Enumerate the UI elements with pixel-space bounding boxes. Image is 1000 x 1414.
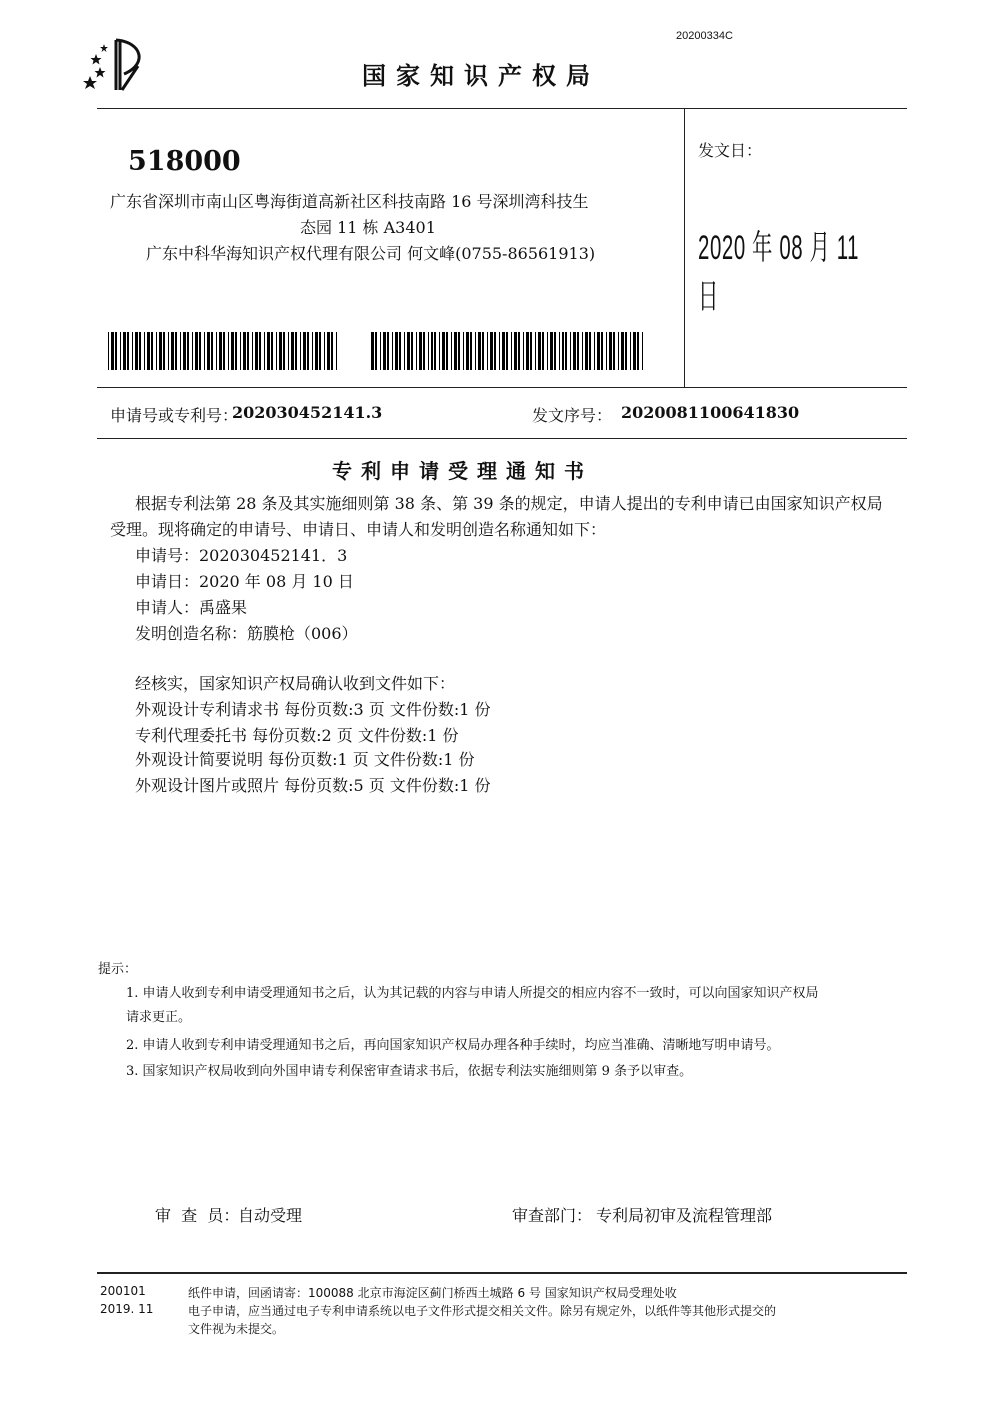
barcode-bar: [451, 332, 452, 370]
barcode-bar: [144, 332, 145, 370]
barcode-bar: [482, 332, 484, 370]
barcode-bar: [518, 332, 520, 370]
barcode-bar: [291, 332, 294, 370]
barcode-bar: [255, 332, 258, 370]
barcode-bar: [327, 332, 330, 370]
barcode-bar: [573, 332, 576, 370]
barcode-bar: [108, 332, 109, 370]
barcode-bar: [423, 332, 425, 370]
office-name: 国家知识产权局: [362, 62, 600, 90]
barcode-bar: [514, 332, 517, 370]
barcode-bar: [630, 332, 631, 370]
barcode-bar: [606, 332, 607, 370]
barcode-bar: [530, 332, 532, 370]
barcode: [108, 332, 340, 370]
department-label: 审查部门：: [512, 1206, 593, 1225]
barcode-bar: [243, 332, 246, 370]
document-item: 外观设计专利请求书 每份页数:3 页 文件份数:1 份: [135, 700, 491, 719]
barcode-bar: [127, 332, 129, 370]
barcode-bar: [207, 332, 210, 370]
barcode-bar: [470, 332, 472, 370]
barcode-bar: [526, 332, 529, 370]
address-line: 态园 11 栋 A3401: [300, 218, 436, 237]
barcode-bar: [139, 332, 141, 370]
notice-title: 专利申请受理通知书: [332, 459, 593, 483]
barcode-bar: [180, 332, 181, 370]
barcode-bar: [585, 332, 588, 370]
footer-text: 文件视为未提交。: [188, 1322, 285, 1336]
barcode-bar: [264, 332, 265, 370]
barcode-bar: [276, 332, 277, 370]
form-version-date: 2019. 11: [100, 1302, 154, 1316]
barcode-bar: [442, 332, 445, 370]
barcode-bar: [383, 332, 386, 370]
document-item: 专利代理委托书 每份页数:2 页 文件份数:1 份: [135, 726, 459, 745]
barcode-bar: [192, 332, 193, 370]
tip-item: 1. 申请人收到专利申请受理通知书之后，认为其记载的内容与申请人所提交的相应内容不一致时，可以向国家知识产权局: [126, 986, 819, 1001]
barcode-bar: [463, 332, 464, 370]
barcode-bar: [428, 332, 429, 370]
barcode-bar: [621, 332, 624, 370]
barcode-bar: [303, 332, 306, 370]
barcode-bar: [439, 332, 440, 370]
barcode-bar: [228, 332, 229, 370]
barcode-bar: [267, 332, 270, 370]
barcode-bar: [478, 332, 481, 370]
barcode-bar: [637, 332, 639, 370]
tip-item: 2. 申请人收到专利申请受理通知书之后，再向国家知识产权局办理各种手续时，均应当准确、清晰地写明申请号。: [126, 1038, 780, 1053]
barcode-bar: [159, 332, 162, 370]
footer-text: 电子申请，应当通过电子专利申请系统以电子文件形式提交相关文件。除另有规定外，以纸件等其他形式提交的: [188, 1304, 777, 1318]
address-line: 广东省深圳市南山区粤海街道高新社区科技南路 16 号深圳湾科技生: [110, 192, 589, 211]
intro-text: 受理。现将确定的申请号、申请日、申请人和发明创造名称通知如下：: [110, 520, 607, 539]
barcode-bar: [633, 332, 636, 370]
barcode-bar: [283, 332, 285, 370]
barcode-bar: [135, 332, 138, 370]
barcode-bar: [247, 332, 249, 370]
invention-name-field: 发明创造名称：筋膜枪（006）: [135, 624, 358, 643]
barcode-bar: [252, 332, 253, 370]
barcode-bar: [499, 332, 500, 370]
barcode-bar: [597, 332, 600, 370]
numbers-divider: [97, 438, 907, 439]
intro-text: 根据专利法第 28 条及其实施细则第 38 条、第 39 条的规定，申请人提出的专利申请已由国家知识产权局: [135, 494, 883, 513]
barcode-bar: [538, 332, 541, 370]
barcode-bar: [416, 332, 417, 370]
barcode-bar: [411, 332, 413, 370]
barcode-bar: [336, 332, 337, 370]
barcode-bar: [307, 332, 309, 370]
barcode-bar: [235, 332, 237, 370]
application-date-field: 申请日：2020 年 08 月 10 日: [135, 572, 354, 591]
barcode-bar: [171, 332, 174, 370]
barcode-bar: [562, 332, 565, 370]
barcode-bar: [151, 332, 153, 370]
issue-date-label: 发文日：: [698, 141, 763, 160]
barcode-bar: [577, 332, 579, 370]
barcode-bar: [419, 332, 422, 370]
barcode-bar: [399, 332, 401, 370]
barcode-bar: [594, 332, 595, 370]
date-column-divider: [684, 108, 685, 388]
barcode-bar: [490, 332, 493, 370]
barcode-bar: [387, 332, 389, 370]
barcode-bar: [147, 332, 150, 370]
barcode-bar: [195, 332, 198, 370]
barcode-bar: [625, 332, 627, 370]
barcode-bar: [589, 332, 591, 370]
barcode-bar: [168, 332, 169, 370]
barcode-bar: [547, 332, 548, 370]
barcode-bar: [570, 332, 571, 370]
barcode-bar: [279, 332, 282, 370]
barcode-bar: [199, 332, 201, 370]
barcode-bar: [223, 332, 225, 370]
serial-number: 2020081100641830: [621, 403, 800, 422]
form-code: 20200334C: [676, 30, 733, 42]
barcode-bar: [231, 332, 234, 370]
application-number-field: 申请号：202030452141．3: [135, 546, 348, 565]
received-intro: 经核实，国家知识产权局确认收到文件如下：: [135, 674, 456, 693]
footer-text: 纸件申请，回函请寄：100088 北京市海淀区蓟门桥西土城路 6 号 国家知识产权局受理处收: [188, 1286, 677, 1300]
application-number: 202030452141.3: [232, 403, 383, 422]
barcode-bar: [502, 332, 505, 370]
serial-number-label: 发文序号：: [532, 406, 613, 425]
header-divider: [97, 108, 907, 109]
barcode-bar: [565, 332, 567, 370]
barcode-bar: [404, 332, 405, 370]
examiner-label: 审 查 员：: [155, 1206, 240, 1225]
barcode-bar: [523, 332, 524, 370]
barcode-bar: [295, 332, 297, 370]
barcode-bar: [240, 332, 241, 370]
barcode-bar: [446, 332, 448, 370]
barcode-bar: [609, 332, 612, 370]
document-item: 外观设计图片或照片 每份页数:5 页 文件份数:1 份: [135, 776, 491, 795]
barcode-bar: [431, 332, 434, 370]
barcode-bar: [315, 332, 318, 370]
tip-item: 3. 国家知识产权局收到向外国申请专利保密审查请求书后，依据专利法实施细则第 9 条予以审查。: [126, 1064, 693, 1079]
barcode-bar: [375, 332, 377, 370]
barcode-bar: [642, 332, 643, 370]
barcode-bar: [550, 332, 553, 370]
footer-divider: [97, 1272, 907, 1274]
barcode-bar: [156, 332, 157, 370]
postcode: 518000: [128, 146, 241, 177]
barcode-bar: [618, 332, 619, 370]
barcode-bar: [434, 332, 436, 370]
agent-contact: 广东中科华海知识产权代理有限公司 何文峰(0755-86561913): [146, 244, 596, 263]
barcode-bar: [458, 332, 460, 370]
barcode-bar: [183, 332, 186, 370]
barcode-bar: [454, 332, 457, 370]
barcode-bar: [204, 332, 205, 370]
barcode-bar: [319, 332, 321, 370]
barcode-bar: [407, 332, 410, 370]
barcode-bar: [288, 332, 289, 370]
barcode-bar: [554, 332, 556, 370]
barcode-bar: [175, 332, 177, 370]
barcode-bar: [475, 332, 476, 370]
barcode-bar: [111, 332, 114, 370]
barcode-bar: [613, 332, 615, 370]
barcode-bar: [132, 332, 133, 370]
barcode-bar: [466, 332, 469, 370]
barcode-bar: [259, 332, 261, 370]
barcode-bar: [324, 332, 325, 370]
address-divider: [97, 387, 907, 388]
issue-date: 2020 年 08 月 11 日: [698, 229, 860, 316]
barcode-bar: [582, 332, 583, 370]
department-value: 专利局初审及流程管理部: [596, 1206, 773, 1225]
examiner-value: 自动受理: [238, 1206, 303, 1225]
barcode-bar: [115, 332, 117, 370]
barcode-bar: [601, 332, 603, 370]
barcode-bar: [494, 332, 496, 370]
barcode: [371, 332, 645, 370]
barcode-bar: [187, 332, 189, 370]
barcode-bar: [300, 332, 301, 370]
barcode-bar: [211, 332, 213, 370]
application-number-label: 申请号或专利号：: [110, 406, 239, 425]
barcode-bar: [120, 332, 121, 370]
barcode-bar: [271, 332, 273, 370]
tip-item: 请求更正。: [126, 1010, 192, 1025]
barcode-bar: [331, 332, 333, 370]
cnipa-logo: [82, 36, 154, 94]
barcode-bar: [123, 332, 126, 370]
barcode-bar: [511, 332, 512, 370]
barcode-bar: [535, 332, 536, 370]
barcode-bar: [163, 332, 165, 370]
barcode-bar: [542, 332, 544, 370]
applicant-field: 申请人：禹盛果: [135, 598, 248, 617]
barcode-bar: [395, 332, 398, 370]
document-item: 外观设计简要说明 每份页数:1 页 文件份数:1 份: [135, 750, 475, 769]
barcode-bar: [392, 332, 393, 370]
barcode-bar: [371, 332, 374, 370]
barcode-bar: [312, 332, 313, 370]
form-version-code: 200101: [100, 1284, 146, 1298]
tips-label: 提示：: [98, 962, 138, 977]
barcode-bar: [380, 332, 381, 370]
barcode-bar: [506, 332, 508, 370]
barcode-bar: [219, 332, 222, 370]
barcode-bar: [216, 332, 217, 370]
barcode-bar: [559, 332, 560, 370]
barcode-bar: [487, 332, 488, 370]
